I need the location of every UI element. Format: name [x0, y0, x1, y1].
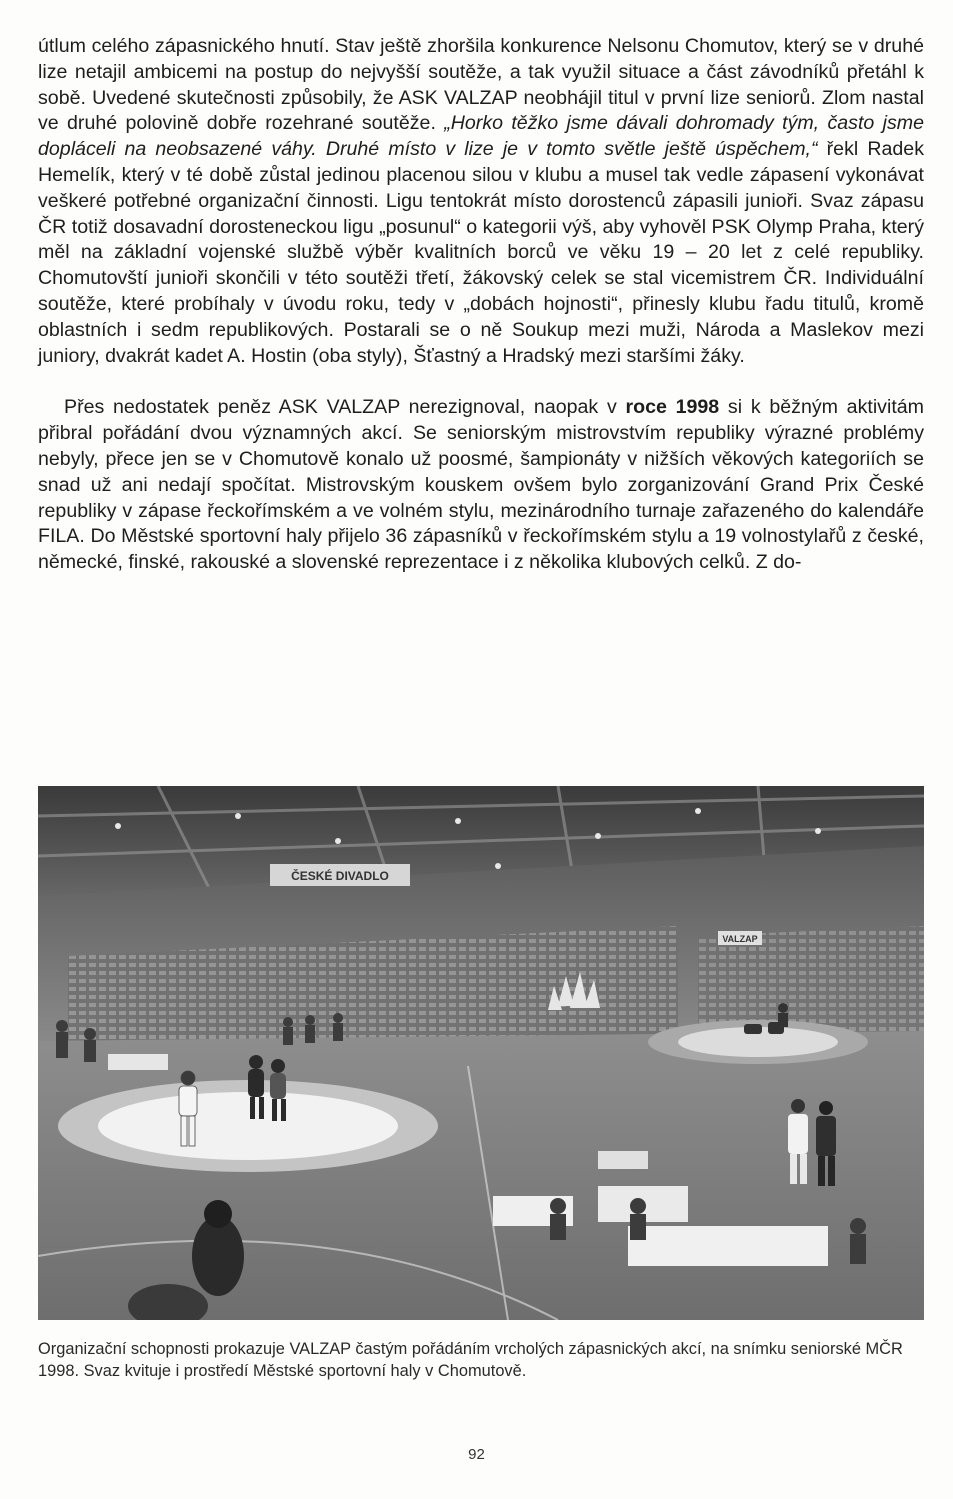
photo-caption: Organizační schopnosti prokazuje VALZAP častým pořádáním vrcholých zápasnických akcí, na snímku seniorské MČR 1998. Svaz kvituje i prostředí Městské sportovní haly v Chomutově.: [38, 1340, 903, 1380]
paragraph-1-text-b: řekl Radek Hemelík, který v té době zůstal jedinou placenou silou v klubu a musel tak vedle zápasení vykonávat veškeré potřebné organizační činnosti. Ligu tentokrát místo dorostenců zápasili junioři. Svaz zápasu ČR totiž dosavadní dorosteneckou ligu „posunul“ o kategorii výš, aby vyhověl PSK Olymp Praha, který měl na základní vojenské službě výběr kvalitních borců ve věku 19 – 20 let z celé republiky. Chomutovští junioři skončili v této soutěži třetí, žákovský celek se stal vicemistrem ČR. Individuální soutěže, které probíhaly v úvodu roku, tedy v „dobách hojnosti“, přinesly klubu řadu titulů, kromě oblastních i sedm republikových. Postarali se o ně Soukup mezi muži, Národa a Maslekov mezi juniory, dvakrát kadet A. Hostin (oba styly), Šťastný a Hradský mezi staršími žáky.: [38, 138, 924, 367]
page-text: [38, 34, 924, 576]
photo-illustration: [38, 786, 924, 1320]
paragraph-2-year: roce 1998: [625, 396, 720, 419]
sports-hall-photo: [38, 786, 924, 1320]
paragraph-2-text-a: Přes nedostatek peněz ASK VALZAP nerezignoval, naopak v: [64, 396, 626, 419]
paragraph-2-text-b: si k běžným aktivitám přibral pořádání dvou významných akcí. Se seniorským mistrovstvím republiky výrazné problémy nebyly, přece jen se v Chomutově konalo už poosmé, šampionáty v nižších věkových kategoriích se snad už ani nedají spočítat. Mistrovským kouskem ovšem bylo zorganizování Grand Prix České republiky v zápase řeckořímském a ve volném stylu, mezinárodního turnaje zařazeného do kalendáře FILA. Do Městské sportovní haly přijelo 36 zápasníků v řeckořímském stylu a 19 volnostylařů z české, německé, finské, rakouské a slovenské reprezentace i z několika klubových celků. Z do-: [38, 396, 924, 574]
paragraph-1-quote: „Horko těžko jsme dávali dohromady tým, často jsme dopláceli na neobsazené váhy. Druhé místo v lize je v tomto světle ještě úspěchem,“: [38, 112, 925, 161]
paragraph-1-text-a: útlum celého zápasnického hnutí. Stav ještě zhoršila konkurence Nelsonu Chomutov, který se v druhé lize netajil ambicemi na postup do nejvyšší soutěže, a tak využil situace a část závodníků přetáhl k sobě. Uvedené skutečnosti způsobily, že ASK VALZAP neobhájil titul v první lize seniorů. Zlom nastal ve druhé polovině dobře rozehrané soutěže.: [38, 35, 924, 135]
paragraph-1: [38, 34, 924, 369]
page-number: 92: [468, 1446, 485, 1463]
photo-mat-left-inner: [98, 1092, 398, 1160]
photo-banner-left-text: ČESKÉ DIVADLO: [291, 869, 389, 883]
photo-banner-right-text: VALZAP: [722, 934, 758, 944]
paragraph-2: [38, 395, 924, 576]
